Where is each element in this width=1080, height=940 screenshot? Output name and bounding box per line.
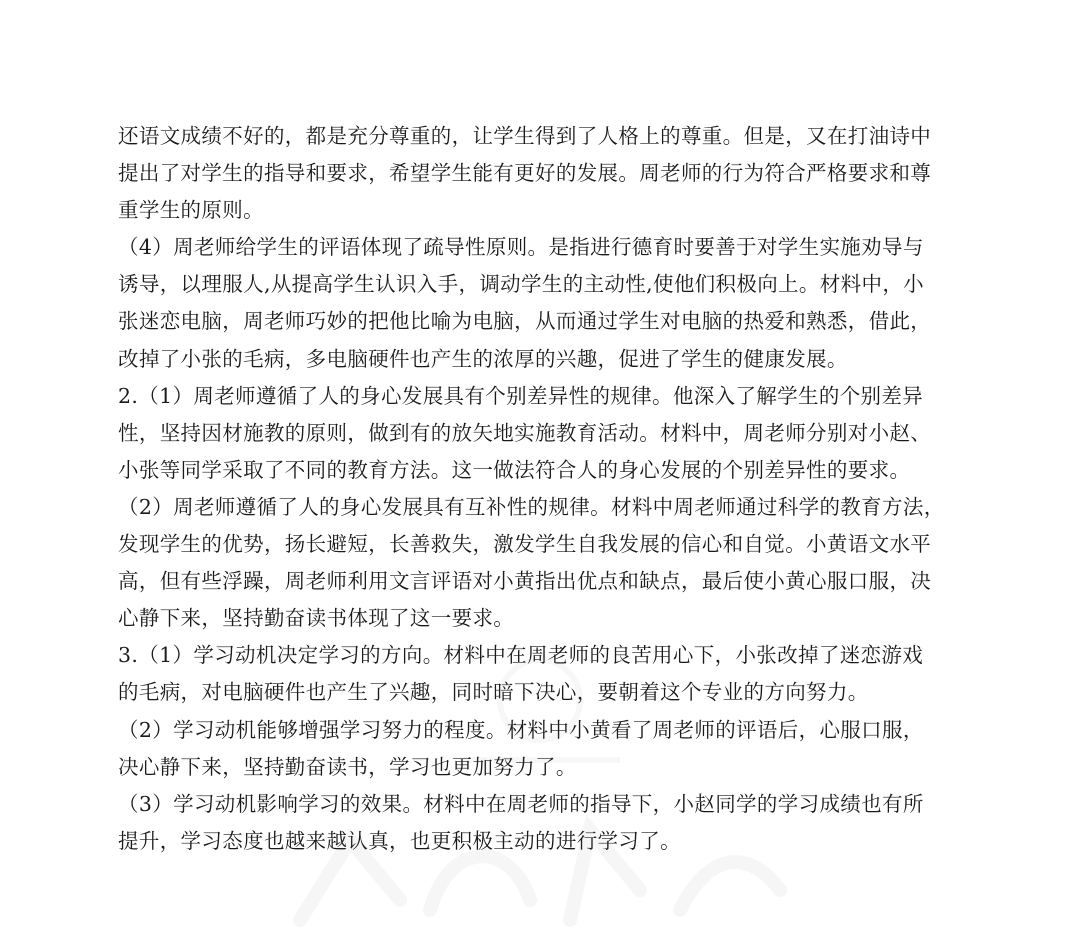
text-line: （2）周老师遵循了人的身心发展具有互补性的规律。材料中周老师通过科学的教育方法， bbox=[118, 494, 945, 519]
text-line: 小张等同学采取了不同的教育方法。这一做法符合人的身心发展的个别差异性的要求。 bbox=[118, 457, 911, 482]
text-line: 性，坚持因材施教的原则，做到有的放矢地实施教育活动。材料中，周老师分别对小赵、 bbox=[118, 420, 932, 445]
text-line: 提出了对学生的指导和要求，希望学生能有更好的发展。周老师的行为符合严格要求和尊 bbox=[118, 161, 932, 186]
text-line: （2）学习动机能够增强学习努力的程度。材料中小黄看了周老师的评语后，心服口服， bbox=[118, 717, 924, 742]
text-line: 提升，学习态度也越来越认真，也更积极主动的进行学习了。 bbox=[118, 828, 681, 853]
text-line: 诱导，以理服人,从提高学生认识入手，调动学生的主动性,使他们积极向上。材料中，小 bbox=[118, 272, 925, 297]
text-line: 张迷恋电脑，周老师巧妙的把他比喻为电脑，从而通过学生对电脑的热爱和熟悉，借此， bbox=[118, 309, 932, 334]
text-line: 重学生的原则。 bbox=[118, 198, 264, 223]
text-line: 2.（1）周老师遵循了人的身心发展具有个别差异性的规律。他深入了解学生的个别差异 bbox=[118, 383, 924, 408]
text-line: 还语文成绩不好的，都是充分尊重的，让学生得到了人格上的尊重。但是，又在打油诗中 bbox=[118, 124, 932, 148]
text-line: 改掉了小张的毛病，多电脑硬件也产生的浓厚的兴趣，促进了学生的健康发展。 bbox=[118, 346, 848, 371]
text-line: （4）周老师给学生的评语体现了疏导性原则。是指进行德育时要善于对学生实施劝导与 bbox=[118, 235, 924, 260]
answer-text bbox=[118, 118, 978, 860]
text-line: 的毛病，对电脑硬件也产生了兴趣，同时暗下决心，要朝着这个专业的方向努力。 bbox=[118, 680, 869, 705]
text-line: 决心静下来，坚持勤奋读书，学习也更加努力了。 bbox=[118, 754, 577, 779]
text-line: 心静下来，坚持勤奋读书体现了这一要求。 bbox=[118, 606, 515, 631]
text-line: 3.（1）学习动机决定学习的方向。材料中在周老师的良苦用心下，小张改掉了迷恋游戏 bbox=[118, 643, 924, 668]
text-line: 高，但有些浮躁，周老师利用文言评语对小黄指出优点和缺点，最后使小黄心服口服，决 bbox=[118, 569, 932, 594]
text-line: （3）学习动机影响学习的效果。材料中在周老师的指导下，小赵同学的学习成绩也有所 bbox=[118, 791, 924, 816]
text-line: 发现学生的优势，扬长避短，长善救失，激发学生自我发展的信心和自觉。小黄语文水平 bbox=[118, 532, 932, 557]
